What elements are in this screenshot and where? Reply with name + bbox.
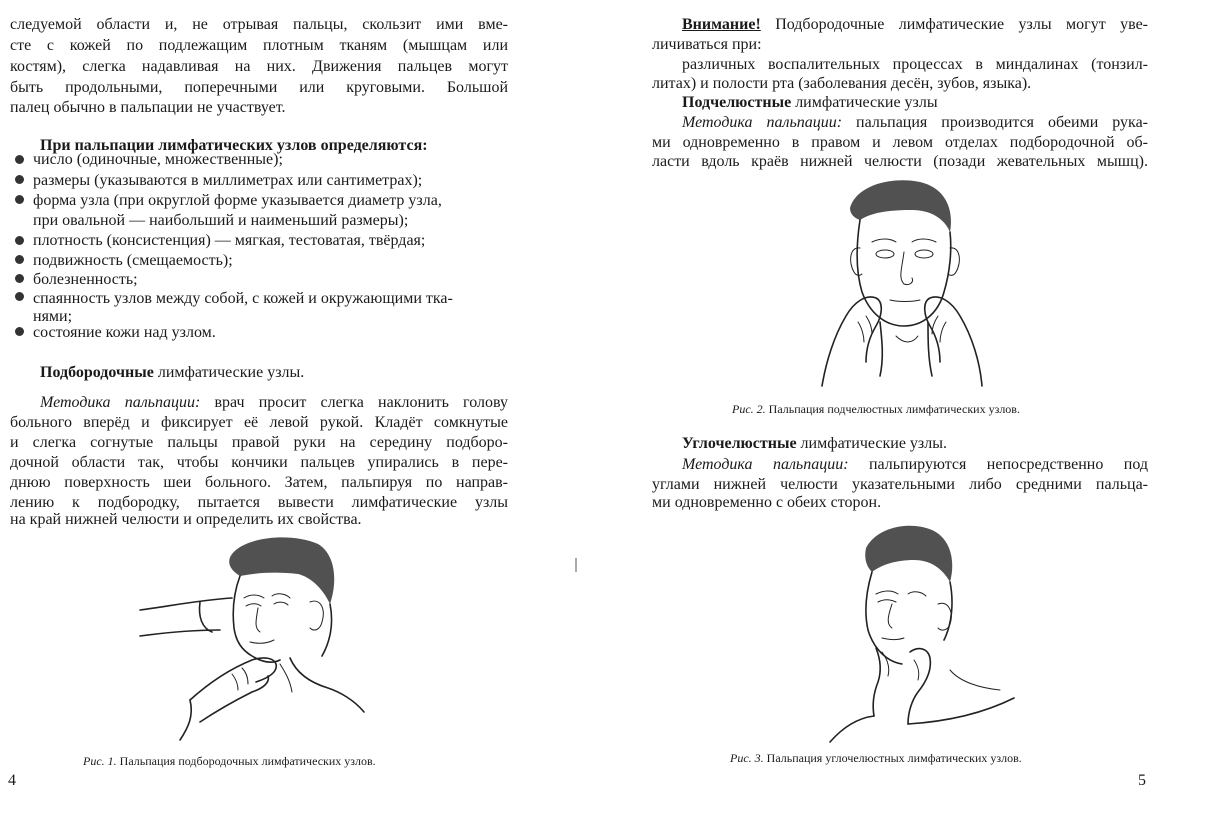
bullet-text: размеры (указываются в миллиметрах или сантиметрах); bbox=[33, 172, 423, 189]
page-number: 4 bbox=[8, 772, 16, 789]
bullet-text: подвижность (смещаемость); bbox=[33, 252, 233, 269]
bullet-icon bbox=[15, 155, 24, 164]
bullet-text: нями; bbox=[33, 308, 73, 325]
right-page bbox=[610, 0, 1215, 813]
figure-2-illustration bbox=[820, 176, 985, 396]
causes-line: различных воспалительных процессах в миндалинах (тонзил- bbox=[682, 56, 1148, 73]
figure-1-caption: Рис. 1. Пальпация подбородочных лимфатических узлов. bbox=[83, 754, 376, 768]
chin-method-line: лению к подбородку, пытается вывести лимфатические узлы bbox=[10, 494, 508, 511]
bullet-text: болезненность; bbox=[33, 271, 138, 288]
angular-method-line: ми одновременно с обеих сторон. bbox=[652, 494, 882, 511]
attention-line: Внимание! Подбородочные лимфатические узлы могут уве- bbox=[682, 16, 1148, 33]
determined-heading: При пальпации лимфатических узлов определяются: bbox=[40, 137, 428, 154]
intro-line: палец обычно в пальпации не участвует. bbox=[10, 99, 286, 116]
angular-heading: Углочелюстные лимфатические узлы. bbox=[682, 435, 947, 452]
chin-method-line: Методика пальпации: врач просит слегка наклонить голову bbox=[40, 394, 508, 411]
submandibular-method-line: ласти вдоль краёв нижней челюсти (позади жевательных мышц). bbox=[652, 153, 1148, 170]
chin-method-line: и слегка согнутые пальцы правой руки на середину подборо- bbox=[10, 434, 508, 451]
bullet-icon bbox=[15, 175, 24, 184]
figure-3-caption: Рис. 3. Пальпация углочелюстных лимфатических узлов. bbox=[730, 751, 1022, 765]
submandibular-method-line: ми одновременно в правом и левом отделах подбородочной об- bbox=[652, 134, 1148, 151]
intro-line: сте с кожей по подлежащим плотным тканям (мышцам или bbox=[10, 37, 508, 54]
bullet-icon bbox=[15, 255, 24, 264]
chin-method-line: больного вперёд и фиксирует её левой рукой. Кладёт сомкнутые bbox=[10, 414, 508, 431]
bullet-icon bbox=[15, 292, 24, 301]
intro-line: костям), слегка надавливая на них. Движения пальцев могут bbox=[10, 58, 508, 75]
angular-method-line: углами нижней челюсти указательными либо средними пальца- bbox=[652, 476, 1148, 493]
page-number: 5 bbox=[1138, 772, 1146, 789]
figure-2-caption: Рис. 2. Пальпация подчелюстных лимфатических узлов. bbox=[732, 402, 1020, 416]
figure-1-illustration bbox=[140, 532, 370, 742]
gutter-mark bbox=[575, 558, 577, 572]
bullet-text: спаянность узлов между собой, с кожей и окружающими тка- bbox=[33, 290, 453, 307]
attention-line: личиваться при: bbox=[652, 36, 762, 53]
causes-line: литах) и полости рта (заболевания десён, зубов, языка). bbox=[652, 75, 1032, 92]
chin-method-line: дочной области так, чтобы кончики пальцев упирались в пере- bbox=[10, 454, 508, 471]
chin-nodes-heading: Подбородочные лимфатические узлы. bbox=[40, 364, 305, 381]
bullet-text: число (одиночные, множественные); bbox=[33, 151, 283, 168]
bullet-text: плотность (консистенция) — мягкая, тестоватая, твёрдая; bbox=[33, 232, 426, 249]
bullet-icon bbox=[15, 236, 24, 245]
submandibular-method-line: Методика пальпации: пальпация производится обеими рука- bbox=[682, 114, 1148, 131]
figure-3-illustration bbox=[810, 520, 1020, 745]
bullet-icon bbox=[15, 195, 24, 204]
submandibular-heading: Подчелюстные лимфатические узлы bbox=[682, 94, 938, 111]
bullet-icon bbox=[15, 327, 24, 336]
bullet-text: состояние кожи над узлом. bbox=[33, 324, 216, 341]
intro-line: следуемой области и, не отрывая пальцы, скользит ими вме- bbox=[10, 16, 508, 33]
left-page bbox=[0, 0, 600, 813]
bullet-icon bbox=[15, 274, 24, 283]
bullet-text: при овальной — наибольший и наименьший размеры); bbox=[33, 212, 409, 229]
bullet-text: форма узла (при округлой форме указывается диаметр узла, bbox=[33, 192, 442, 209]
intro-line: быть продольными, поперечными или круговыми. Большой bbox=[10, 79, 508, 96]
chin-method-line: днюю поверхность шеи больного. Затем, пальпируя по направ- bbox=[10, 474, 508, 491]
chin-method-line: на край нижней челюсти и определить их свойства. bbox=[10, 511, 362, 528]
angular-method-line: Методика пальпации: пальпируются непосредственно под bbox=[682, 456, 1148, 473]
